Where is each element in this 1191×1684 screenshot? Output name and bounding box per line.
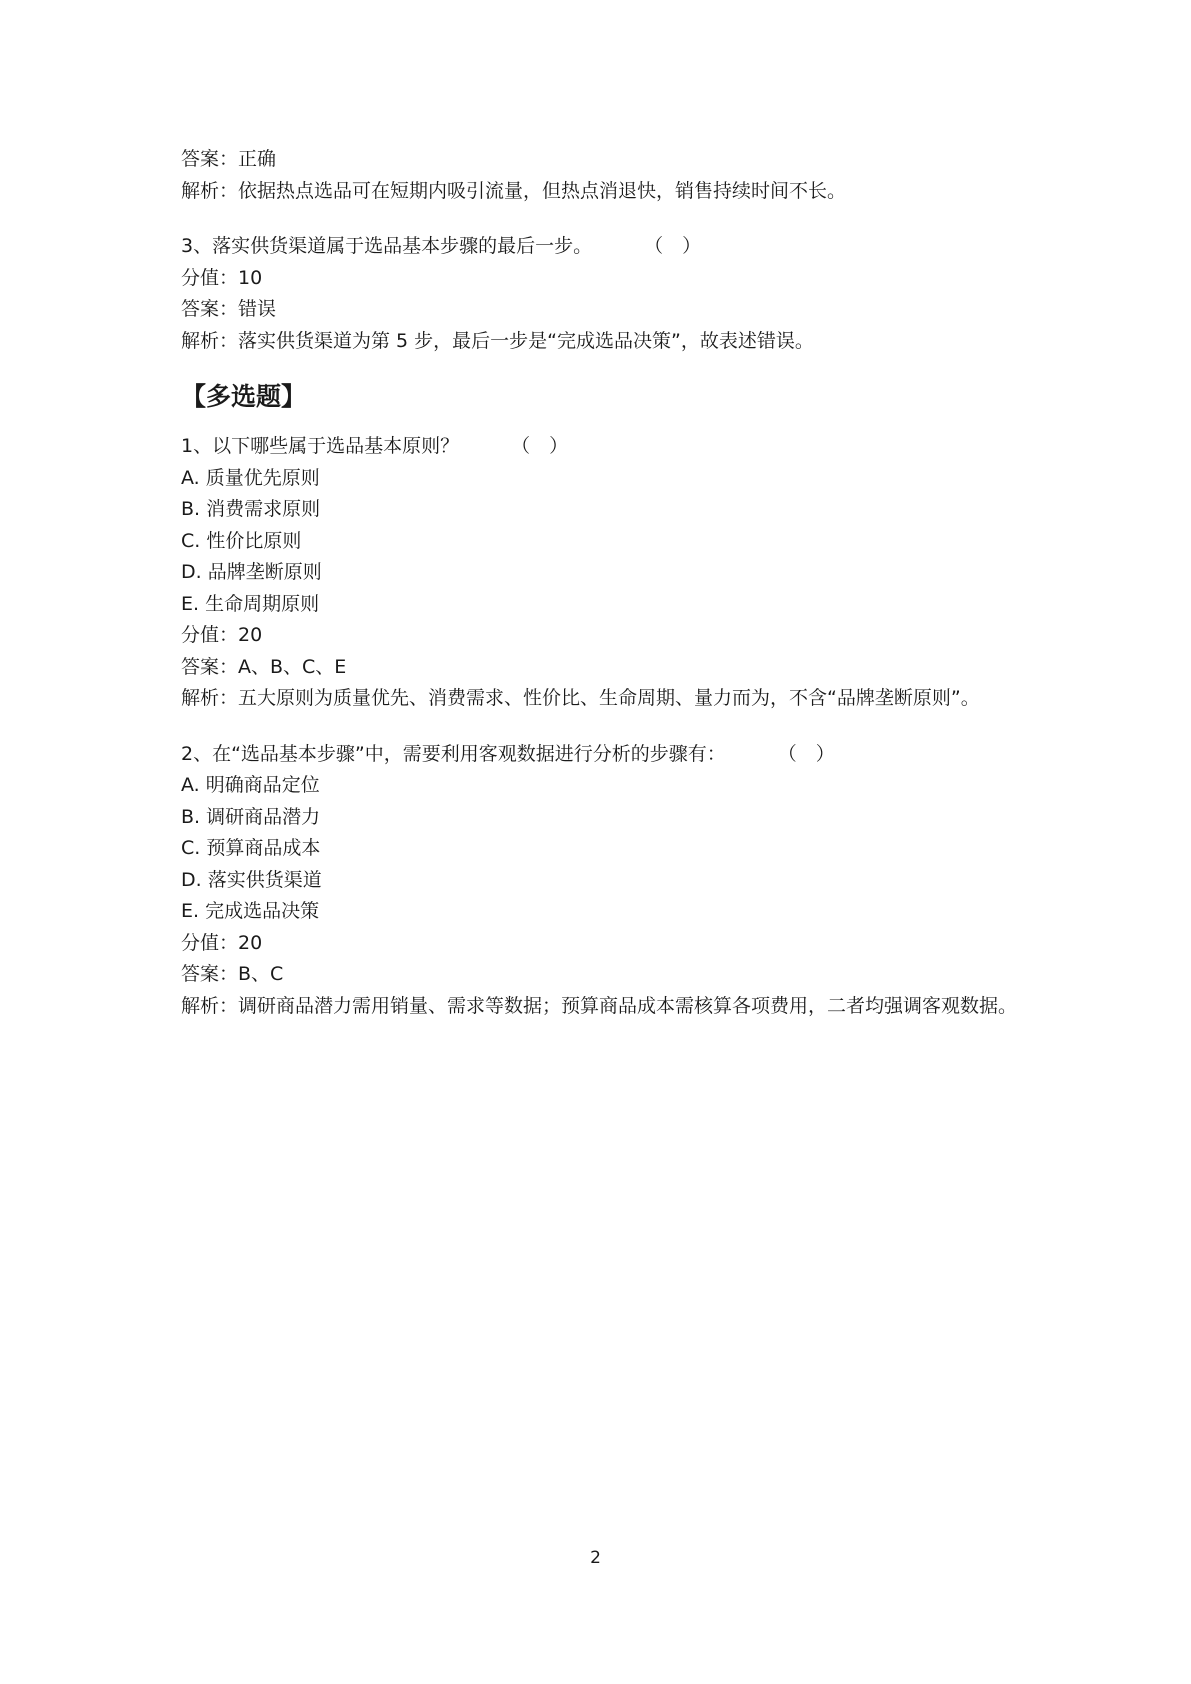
option-c: C. 性价比原则 bbox=[181, 529, 302, 552]
answer-line: 答案：错误 bbox=[181, 298, 277, 320]
spacer bbox=[181, 715, 1021, 739]
answer-line: 答案：正确 bbox=[181, 148, 277, 170]
option-c: C. 预算商品成本 bbox=[181, 837, 321, 859]
score-line: 分值：20 bbox=[181, 931, 263, 954]
score-line: 分值：20 bbox=[181, 624, 263, 646]
question-text: 2、在“选品基本步骤”中，需要利用客观数据进行分析的步骤有： bbox=[181, 742, 726, 765]
option-b: B. 调研商品潜力 bbox=[181, 805, 321, 828]
option-d: D. 落实供货渠道 bbox=[181, 868, 322, 891]
analysis-line: 解析：依据热点选品可在短期内吸引流量，但热点消退快，销售持续时间不长。 bbox=[181, 179, 847, 202]
analysis-line: 解析：调研商品潜力需用销量、需求等数据；预算商品成本需核算各项费用，二者均强调客观数据。 bbox=[181, 994, 1018, 1017]
analysis-line: 解析：落实供货渠道为第 5 步，最后一步是“完成选品决策”，故表述错误。 bbox=[181, 329, 814, 352]
question-text: 3、落实供货渠道属于选品基本步骤的最后一步。 bbox=[181, 235, 593, 257]
section-title-multiple-choice: 【多选题】 bbox=[181, 382, 307, 411]
option-a: A. 质量优先原则 bbox=[181, 466, 320, 489]
question-stem bbox=[181, 231, 1021, 263]
option-e: E. 完成选品决策 bbox=[181, 900, 320, 922]
spacer bbox=[181, 207, 1021, 231]
option-b: B. 消费需求原则 bbox=[181, 498, 321, 520]
page-content bbox=[181, 144, 1021, 1022]
question-stem bbox=[181, 431, 1021, 463]
question-text: 1、以下哪些属于选品基本原则？ bbox=[181, 435, 460, 457]
answer-line: 答案：A、B、C、E bbox=[181, 655, 347, 678]
answer-parenthesis: （ ） bbox=[644, 235, 702, 257]
answer-parenthesis: （ ） bbox=[777, 742, 835, 765]
question-stem bbox=[181, 739, 1021, 771]
answer-parenthesis: （ ） bbox=[511, 435, 569, 457]
option-d: D. 品牌垄断原则 bbox=[181, 561, 322, 583]
option-e: E. 生命周期原则 bbox=[181, 592, 320, 615]
answer-line: 答案：B、C bbox=[181, 963, 284, 985]
option-a: A. 明确商品定位 bbox=[181, 774, 320, 796]
page-number: 2 bbox=[590, 1548, 601, 1568]
score-line: 分值：10 bbox=[181, 266, 263, 289]
analysis-line: 解析：五大原则为质量优先、消费需求、性价比、生命周期、量力而为，不含“品牌垄断原则”。 bbox=[181, 687, 980, 709]
